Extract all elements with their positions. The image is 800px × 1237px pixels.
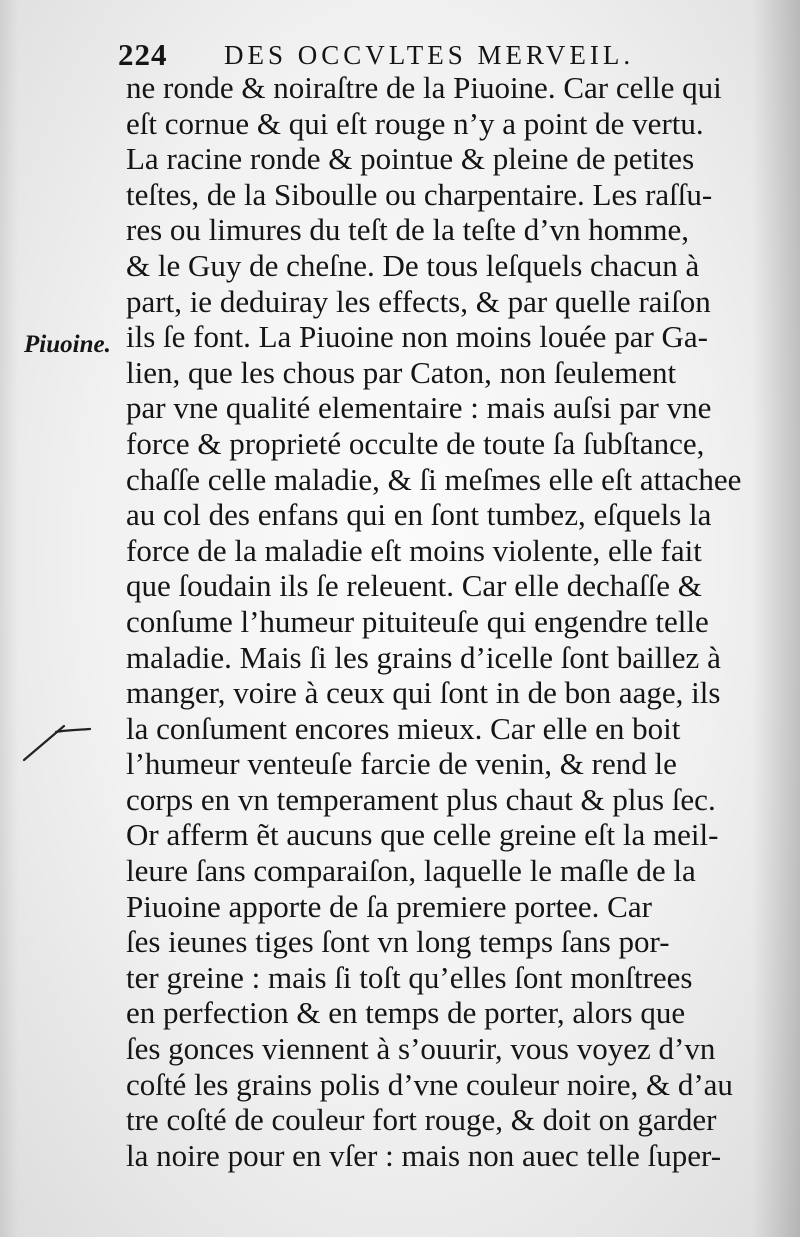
text-line: force de la maladie eſt moins violente, elle fait bbox=[126, 532, 702, 568]
text-line: La racine ronde & pointue & pleine de petites bbox=[126, 141, 695, 177]
text-line: ne ronde & noiraſtre de la Piuoine. Car celle qui bbox=[126, 70, 722, 105]
show-through-mark-right bbox=[740, 1114, 796, 1146]
running-head: DES OCCVLTES MERVEIL. bbox=[224, 40, 635, 70]
text-line: corps en vn temperament plus chaut & plus ſec. bbox=[126, 781, 716, 817]
page-number: 224 bbox=[118, 37, 168, 72]
text-line: ils ſe font. La Piuoine non moins louée par Ga- bbox=[126, 319, 708, 355]
text-line: Or afferm ẽt aucuns que celle greine eſt la meil- bbox=[126, 817, 719, 853]
text-line: conſume l’humeur pituiteuſe qui engendre telle bbox=[126, 603, 709, 639]
text-line: chaſſe celle maladie, & ſi meſmes elle eſt attachee bbox=[126, 461, 742, 497]
body-text bbox=[126, 70, 744, 1173]
page-edge-shadow-left bbox=[0, 0, 18, 1237]
text-line: Piuoine apporte de ſa premiere portee. Car bbox=[126, 888, 652, 924]
show-through-mark-left bbox=[0, 1120, 132, 1152]
margin-note: Piuoine. bbox=[24, 331, 111, 358]
text-line: ſes ieunes tiges ſont vn long temps ſans por- bbox=[126, 924, 670, 960]
text-line: la noire pour en vſer : mais non auec telle ſuper- bbox=[126, 1137, 722, 1173]
text-line: ter greine : mais ſi toſt qu’elles ſont monſtrees bbox=[126, 959, 693, 995]
text-line: res ou limures du teſt de la teſte d’vn homme, bbox=[126, 212, 690, 248]
text-line: force & proprieté occulte de toute ſa ſubſtance, bbox=[126, 425, 705, 461]
text-line: eſt cornue & qui eſt rouge n’y a point de vertu. bbox=[126, 105, 704, 141]
text-line: coſté les grains polis d’vne couleur noire, & d’au bbox=[126, 1066, 733, 1102]
text-line: en perfection & en temps de porter, alors que bbox=[126, 995, 686, 1031]
text-line: l’humeur venteuſe farcie de venin, & rend le bbox=[126, 746, 677, 782]
text-line: ſes gonces viennent à s’ouurir, vous voyez d’vn bbox=[126, 1031, 716, 1067]
text-line: maladie. Mais ſi les grains d’icelle ſont baillez à bbox=[126, 639, 721, 675]
text-line: la conſument encores mieux. Car elle en boit bbox=[126, 710, 681, 746]
text-line: au col des enfans qui en ſont tumbez, eſquels la bbox=[126, 497, 712, 533]
handwritten-pen-mark bbox=[22, 718, 92, 764]
text-line: par vne qualité elementaire : mais auſsi par vne bbox=[126, 390, 712, 426]
page-edge-shadow-right bbox=[752, 0, 800, 1237]
text-line: lien, que les chous par Caton, non ſeulement bbox=[126, 354, 677, 390]
text-line: & le Guy de cheſne. De tous leſquels chacun à bbox=[126, 247, 700, 283]
text-line: leure ſans comparaiſon, laquelle le maſle de la bbox=[126, 853, 696, 889]
text-line: tre coſté de couleur fort rouge, & doit on garder bbox=[126, 1102, 717, 1138]
text-line: manger, voire à ceux qui ſont in de bon aage, ils bbox=[126, 675, 721, 711]
text-line: part, ie deduiray les effects, & par quelle raiſon bbox=[126, 283, 711, 319]
text-line: teſtes, de la Siboulle ou charpentaire. Les raſſu- bbox=[126, 176, 713, 212]
text-line: que ſoudain ils ſe releuent. Car elle dechaſſe & bbox=[126, 568, 702, 604]
